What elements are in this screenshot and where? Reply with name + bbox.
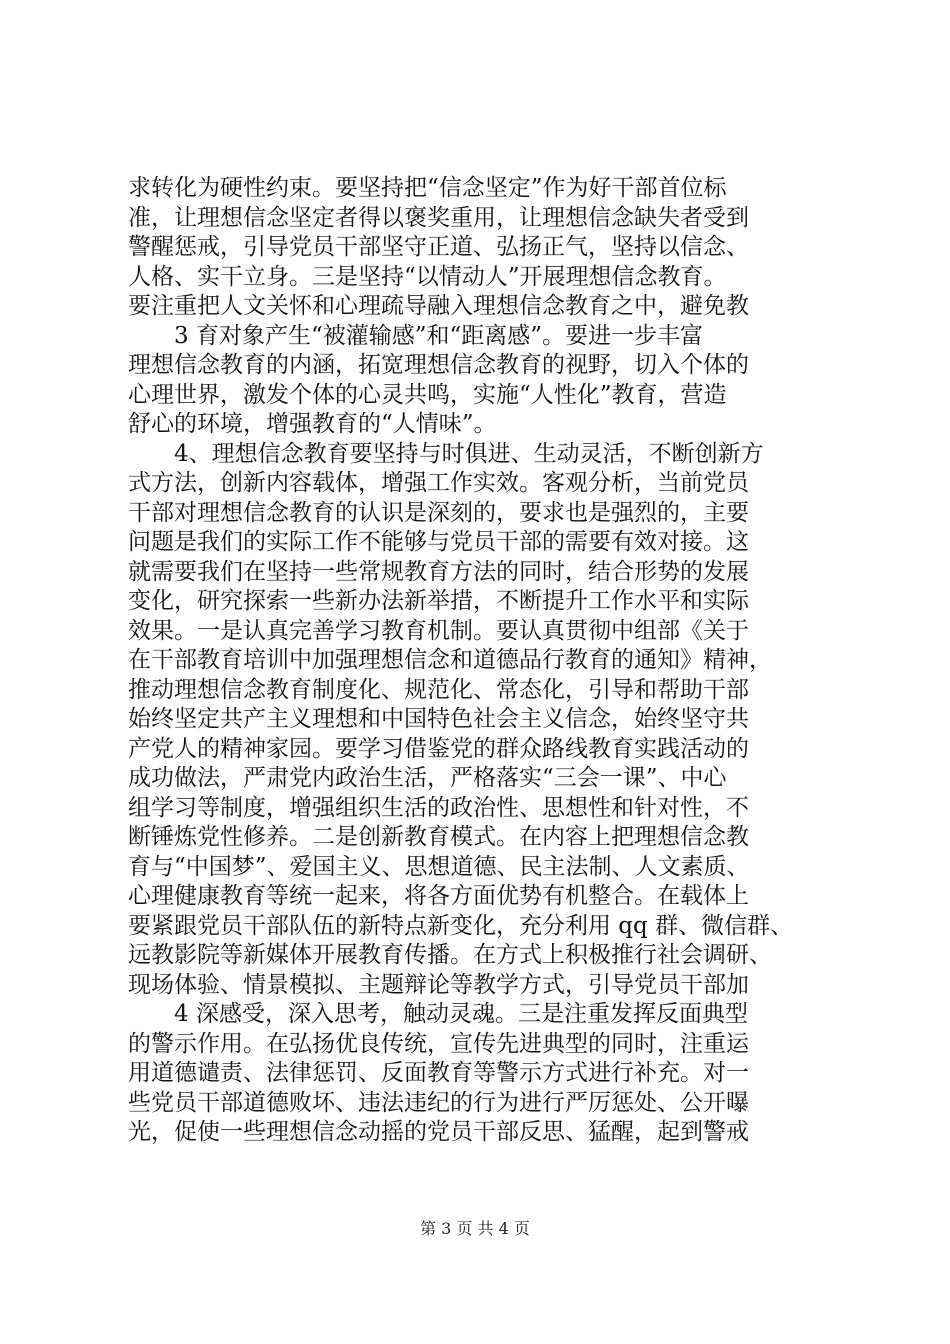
text-line: 人格、实干立身。三是坚持“以情动人”开展理想信念教育。 xyxy=(128,263,727,290)
text-line: 心理世界，激发个体的心灵共鸣，实施“人性化”教育，营造 xyxy=(128,381,727,408)
text-line: 现场体验、情景模拟、主题辩论等教学方式，引导党员干部加 xyxy=(128,971,749,998)
text-line: 产党人的精神家园。要学习借鉴党的群众路线教育实践活动的 xyxy=(128,735,749,762)
text-line: 问题是我们的实际工作不能够与党员干部的需要有效对接。这 xyxy=(128,529,749,555)
text-line: 式方法，创新内容载体，增强工作实效。客观分析，当前党员 xyxy=(128,470,749,496)
text-line: 推动理想信念教育制度化、规范化、常态化，引导和帮助干部 xyxy=(128,676,749,703)
text-line: 心理健康教育等统一起来，将各方面优势有机整合。在载体上 xyxy=(128,883,749,909)
text-line: 舒心的环境，增强教育的“人情味”。 xyxy=(128,411,497,437)
document-body xyxy=(128,174,828,1148)
text-line: 的警示作用。在弘扬优良传统，宣传先进典型的同时，注重运 xyxy=(128,1030,749,1057)
text-line: 成功做法，严肃党内政治生活，严格落实“三会一课”、中心 xyxy=(128,765,727,791)
text-line: 始终坚定共产主义理想和中国特色社会主义信念，始终坚守共 xyxy=(128,706,749,732)
text-line: 准，让理想信念坚定者得以褒奖重用，让理想信念缺失者受到 xyxy=(128,204,749,231)
text-line: 就需要我们在坚持一些常规教育方法的同时，结合形势的发展 xyxy=(128,558,749,585)
text-line: 4 深感受，深入思考，触动灵魂。三是注重发挥反面典型 xyxy=(174,1001,748,1027)
text-line: 求转化为硬性约束。要坚持把“信念坚定”作为好干部首位标 xyxy=(128,175,727,201)
text-line: 变化，研究探索一些新办法新举措，不断提升工作水平和实际 xyxy=(128,588,749,614)
text-line: 4、理想信念教育要坚持与时俱进、生动灵活，不断创新方 xyxy=(174,440,764,467)
page-footer: 第 3 页 共 4 页 xyxy=(420,1219,530,1238)
text-line: 要紧跟党员干部队伍的新特点新变化，充分利用 qq 群、微信群、 xyxy=(128,912,794,939)
text-line: 断锤炼党性修养。二是创新教育模式。在内容上把理想信念教 xyxy=(128,824,749,850)
text-line: 光，促使一些理想信念动摇的党员干部反思、猛醒，起到警戒 xyxy=(128,1119,749,1145)
text-line: 远教影院等新媒体开展教育传播。在方式上积极推行社会调研、 xyxy=(128,942,772,968)
text-line: 3 育对象产生“被灌输感”和“距离感”。要进一步丰富 xyxy=(174,322,703,349)
text-line: 育与“中国梦”、爱国主义、思想道德、民主法制、人文素质、 xyxy=(128,853,750,880)
text-line: 用道德谴责、法律惩罚、反面教育等警示方式进行补充。对一 xyxy=(128,1060,749,1086)
text-line: 些党员干部道德败坏、违法违纪的行为进行严厉惩处、公开曝 xyxy=(128,1089,749,1116)
text-line: 在干部教育培训中加强理想信念和道德品行教育的通知》精神， xyxy=(128,647,772,673)
text-line: 警醒惩戒，引导党员干部坚守正道、弘扬正气，坚持以信念、 xyxy=(128,234,749,260)
text-line: 理想信念教育的内涵，拓宽理想信念教育的视野，切入个体的 xyxy=(128,352,749,378)
text-line: 要注重把人文关怀和心理疏导融入理想信念教育之中，避免教 xyxy=(128,293,749,319)
text-line: 组学习等制度，增强组织生活的政治性、思想性和针对性，不 xyxy=(128,794,749,821)
text-line: 干部对理想信念教育的认识是深刻的，要求也是强烈的，主要 xyxy=(128,499,749,526)
text-line: 效果。一是认真完善学习教育机制。要认真贯彻中组部《关于 xyxy=(128,617,749,644)
